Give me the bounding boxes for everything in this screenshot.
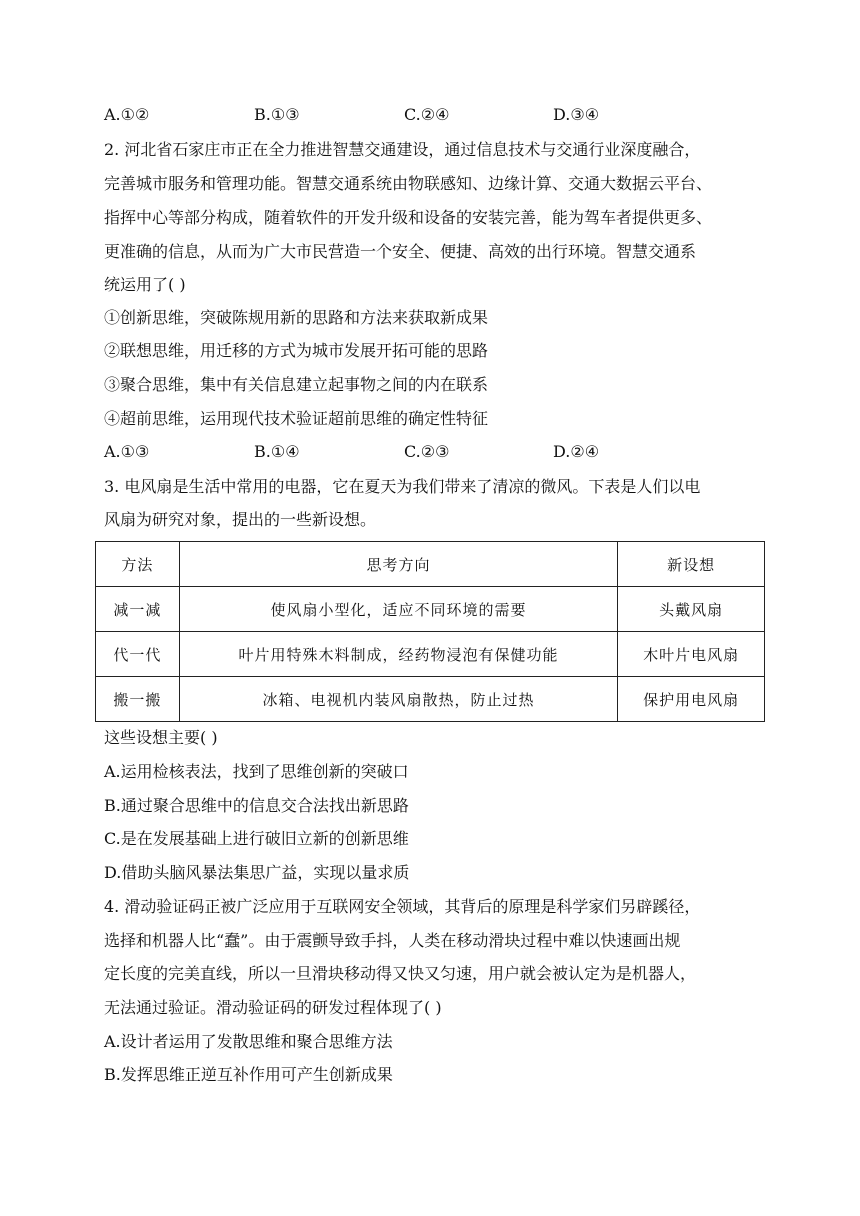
table-cell-method: 搬一搬 xyxy=(96,677,180,722)
q2-stem-line: 更准确的信息，从而为广大市民营造一个安全、便捷、高效的出行环境。智慧交通系 xyxy=(104,242,697,261)
q2-option-d: D.②④ xyxy=(553,442,600,461)
q3-option-c: C.是在发展基础上进行破旧立新的创新思维 xyxy=(104,829,409,848)
table-header-cell: 新设想 xyxy=(618,542,765,587)
q4-option-a: A.设计者运用了发散思维和聚合思维方法 xyxy=(104,1032,393,1051)
q2-stem-line: 统运用了( ) xyxy=(104,275,186,294)
table-cell-direction: 叶片用特殊木料制成，经药物浸泡有保健功能 xyxy=(179,632,617,677)
q2-statement: ③聚合思维，集中有关信息建立起事物之间的内在联系 xyxy=(104,375,489,394)
q3-option-d: D.借助头脑风暴法集思广益，实现以量求质 xyxy=(104,863,410,882)
q2-option-a: A.①③ xyxy=(104,442,150,461)
q4-stem-line: 4. 滑动验证码正被广泛应用于互联网安全领域，其背后的原理是科学家们另辟蹊径， xyxy=(104,897,701,916)
q2-option-b: B.①④ xyxy=(254,442,300,461)
table-cell-method: 代一代 xyxy=(96,632,180,677)
q4-stem-line: 定长度的完美直线，所以一旦滑块移动得又快又匀速，用户就会被认定为是机器人， xyxy=(104,964,697,983)
q3-option-a: A.运用检核表法，找到了思维创新的突破口 xyxy=(104,762,409,781)
table-cell-direction: 使风扇小型化，适应不同环境的需要 xyxy=(179,587,617,632)
q4-stem-line: 无法通过验证。滑动验证码的研发过程体现了( ) xyxy=(104,998,442,1017)
table-cell-idea: 头戴风扇 xyxy=(618,587,765,632)
table-header-cell: 方法 xyxy=(96,542,180,587)
q1-option-a: A.①② xyxy=(104,105,150,124)
table-cell-idea: 保护用电风扇 xyxy=(618,677,765,722)
q3-option-b: B.通过聚合思维中的信息交合法找出新思路 xyxy=(104,796,409,815)
q4-option-b: B.发挥思维正逆互补作用可产生创新成果 xyxy=(104,1065,393,1084)
q1-option-d: D.③④ xyxy=(553,105,600,124)
table-row xyxy=(96,587,765,632)
q3-question: 这些设想主要( ) xyxy=(104,728,218,747)
table-cell-method: 减一减 xyxy=(96,587,180,632)
table-row xyxy=(96,677,765,722)
q2-stem-line: 指挥中心等部分构成，随着软件的开发升级和设备的安装完善，能为驾车者提供更多、 xyxy=(104,208,713,227)
q2-statement: ②联想思维，用迁移的方式为城市发展开拓可能的思路 xyxy=(104,341,489,360)
q2-statement: ①创新思维，突破陈规用新的思路和方法来获取新成果 xyxy=(104,308,489,327)
table-header-row xyxy=(96,542,765,587)
q1-option-b: B.①③ xyxy=(254,105,300,124)
q3-stem-line: 风扇为研究对象，提出的一些新设想。 xyxy=(104,510,377,529)
table-cell-direction: 冰箱、电视机内装风扇散热，防止过热 xyxy=(179,677,617,722)
q2-stem-line: 完善城市服务和管理功能。智慧交通系统由物联感知、边缘计算、交通大数据云平台、 xyxy=(104,174,713,193)
table-row xyxy=(96,632,765,677)
q3-stem-line: 3. 电风扇是生活中常用的电器，它在夏天为我们带来了清凉的微风。下表是人们以电 xyxy=(104,477,701,496)
table-cell-idea: 木叶片电风扇 xyxy=(618,632,765,677)
q2-statement: ④超前思维，运用现代技术验证超前思维的确定性特征 xyxy=(104,409,489,428)
table-header-cell: 思考方向 xyxy=(179,542,617,587)
q2-option-c: C.②③ xyxy=(404,442,450,461)
q4-stem-line: 选择和机器人比“蠢”。由于震颤导致手抖，人类在移动滑块过程中难以快速画出规 xyxy=(104,931,681,950)
q1-option-c: C.②④ xyxy=(404,105,450,124)
idea-table xyxy=(95,541,765,722)
q2-stem-line: 2. 河北省石家庄市正在全力推进智慧交通建设，通过信息技术与交通行业深度融合， xyxy=(104,140,701,159)
